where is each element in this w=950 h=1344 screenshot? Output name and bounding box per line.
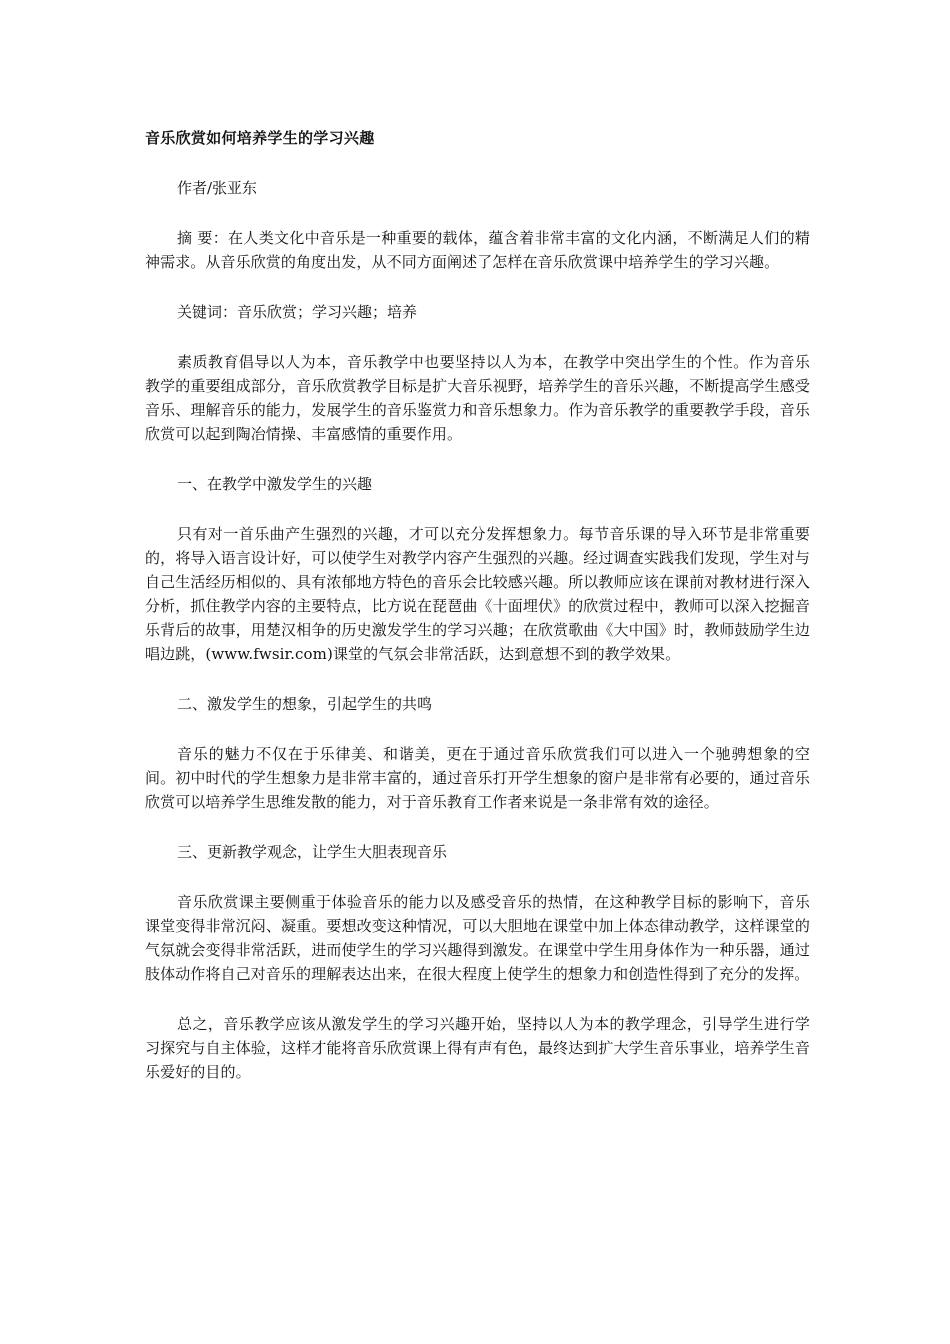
section-2-body: 音乐的魅力不仅在于乐律美、和谐美，更在于通过音乐欣赏我们可以进入一个驰骋想象的空间。初中时代的学生想象力是非常丰富的，通过音乐打开学生想象的窗户是非常有必要的，通过音乐欣赏可以培养学生思维发散的能力，对于音乐教育工作者来说是一条非常有效的途径。 — [145, 745, 810, 811]
conclusion-paragraph: 总之，音乐教学应该从激发学生的学习兴趣开始，坚持以人为本的教学理念，引导学生进行学习探究与自主体验，这样才能将音乐欣赏课上得有声有色，最终达到扩大学生音乐事业，培养学生音乐爱好的目的。 — [145, 1015, 810, 1081]
document-title: 音乐欣赏如何培养学生的学习兴趣 — [145, 129, 375, 147]
document-page — [145, 126, 810, 1110]
section-1-body: 只有对一首乐曲产生强烈的兴趣，才可以充分发挥想象力。每节音乐课的导入环节是非常重要的，将导入语言设计好，可以使学生对教学内容产生强烈的兴趣。经过调查实践我们发现，学生对与自己生活经历相似的、具有浓郁地方特色的音乐会比较感兴趣。所以教师应该在课前对教材进行深入分析，抓住教学内容的主要特点，比方说在琵琶曲《十面埋伏》的欣赏过程中，教师可以深入挖掘音乐背后的故事，用楚汉相争的历史激发学生的学习兴趣；在欣赏歌曲《大中国》时，教师鼓励学生边唱边跳，(www.fwsir.com)课堂的气氛会非常活跃，达到意想不到的教学效果。 — [145, 525, 810, 663]
section-3-body: 音乐欣赏课主要侧重于体验音乐的能力以及感受音乐的热情，在这种教学目标的影响下，音乐课堂变得非常沉闷、凝重。要想改变这种情况，可以大胆地在课堂中加上体态律动教学，这样课堂的气氛就会变得非常活跃，进而使学生的学习兴趣得到激发。在课堂中学生用身体作为一种乐器，通过肢体动作将自己对音乐的理解表达出来，在很大程度上使学生的想象力和创造性得到了充分的发挥。 — [145, 893, 810, 983]
section-2-heading: 二、激发学生的想象，引起学生的共鸣 — [177, 695, 433, 713]
section-3-heading: 三、更新教学观念，让学生大胆表现音乐 — [177, 843, 448, 861]
abstract-paragraph: 摘 要：在人类文化中音乐是一种重要的载体，蕴含着非常丰富的文化内涵，不断满足人们的精神需求。从音乐欣赏的角度出发，从不同方面阐述了怎样在音乐欣赏课中培养学生的学习兴趣。 — [145, 229, 810, 271]
author-line: 作者/张亚东 — [177, 179, 258, 197]
section-1-heading: 一、在教学中激发学生的兴趣 — [177, 475, 373, 493]
intro-paragraph: 素质教育倡导以人为本，音乐教学中也要坚持以人为本，在教学中突出学生的个性。作为音乐教学的重要组成部分，音乐欣赏教学目标是扩大音乐视野，培养学生的音乐兴趣，不断提高学生感受音乐、理解音乐的能力，发展学生的音乐鉴赏力和音乐想象力。作为音乐教学的重要教学手段，音乐欣赏可以起到陶冶情操、丰富感情的重要作用。 — [145, 353, 810, 443]
keywords-line: 关键词：音乐欣赏；学习兴趣；培养 — [177, 303, 418, 321]
